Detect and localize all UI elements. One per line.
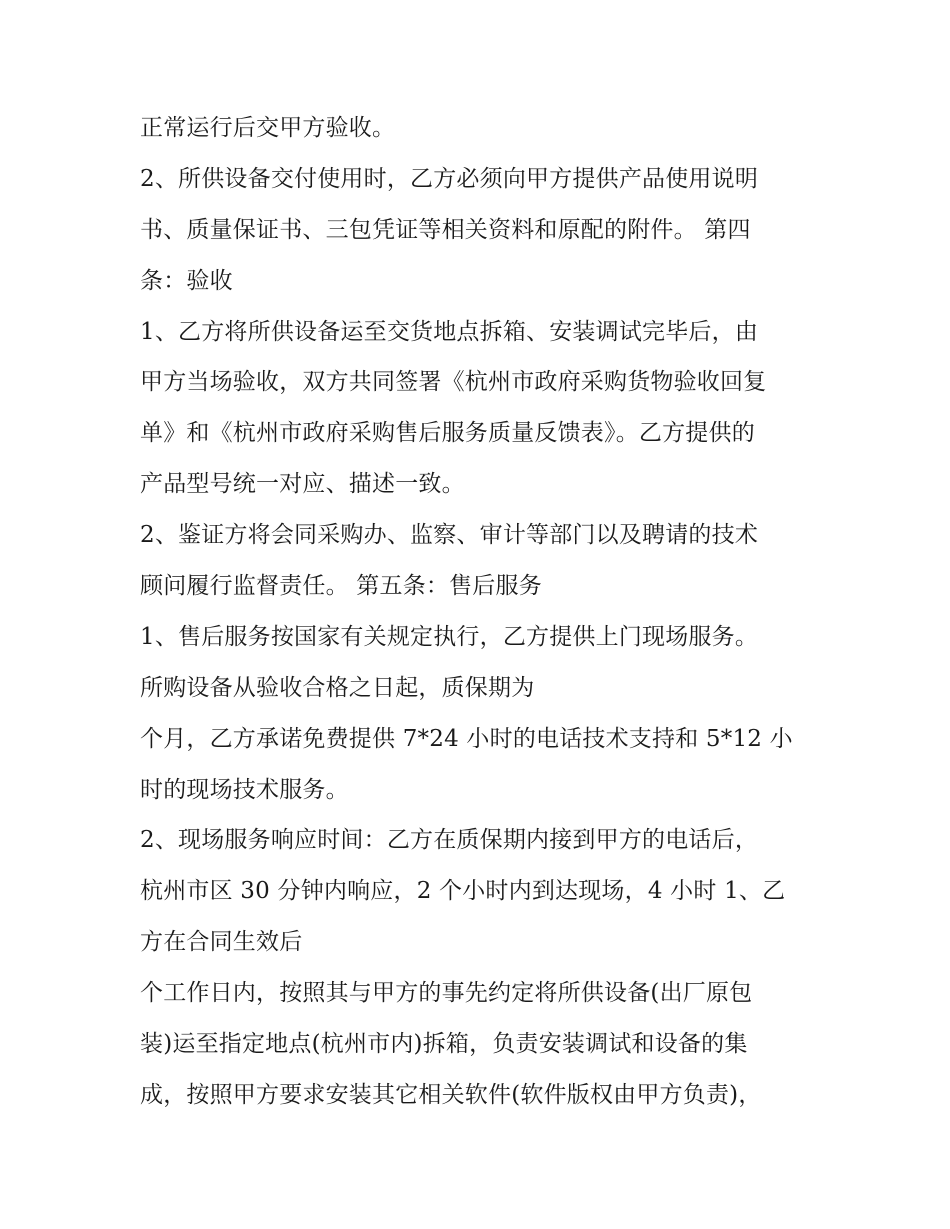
text-line: 2、所供设备交付使用时，乙方必须向甲方提供产品使用说明 bbox=[140, 165, 759, 192]
text-line: 所购设备从验收合格之日起，质保期为 bbox=[140, 674, 535, 701]
text-line: 装)运至指定地点(杭州市内)拆箱，负责安装调试和设备的集 bbox=[140, 1031, 748, 1058]
text-line: 个工作日内，按照其与甲方的事先约定将所供设备(出厂原包 bbox=[140, 980, 753, 1007]
text-line: 1、乙方将所供设备运至交货地点拆箱、安装调试完毕后，由 bbox=[140, 318, 759, 345]
text-line: 2、鉴证方将会同采购办、监察、审计等部门以及聘请的技术 bbox=[140, 522, 759, 549]
text-line: 产品型号统一对应、描述一致。 bbox=[140, 471, 465, 498]
document-body bbox=[140, 103, 820, 1121]
text-line: 时的现场技术服务。 bbox=[140, 776, 349, 803]
text-line: 单》和《杭州市政府采购售后服务质量反馈表》。乙方提供的 bbox=[140, 420, 755, 447]
text-line: 方在合同生效后 bbox=[140, 929, 303, 956]
text-line: 1、售后服务按国家有关规定执行，乙方提供上门现场服务。 bbox=[140, 623, 759, 650]
text-line: 个月，乙方承诺免费提供 7*24 小时的电话技术支持和 5*12 小 bbox=[140, 725, 793, 752]
text-line: 条：验收 bbox=[140, 267, 233, 294]
text-line: 成，按照甲方要求安装其它相关软件(软件版权由甲方负责)， bbox=[140, 1081, 762, 1108]
text-line: 甲方当场验收，双方共同签署《杭州市政府采购货物验收回复 bbox=[140, 369, 767, 396]
text-line: 正常运行后交甲方验收。 bbox=[140, 115, 396, 141]
text-line: 2、现场服务响应时间：乙方在质保期内接到甲方的电话后， bbox=[140, 827, 759, 854]
text-line: 杭州市区 30 分钟内响应，2 个小时内到达现场，4 小时 1、乙 bbox=[140, 878, 786, 905]
text-line: 顾问履行监督责任。 第五条：售后服务 bbox=[140, 573, 542, 600]
text-line: 书、质量保证书、三包凭证等相关资料和原配的附件。 第四 bbox=[140, 216, 751, 243]
